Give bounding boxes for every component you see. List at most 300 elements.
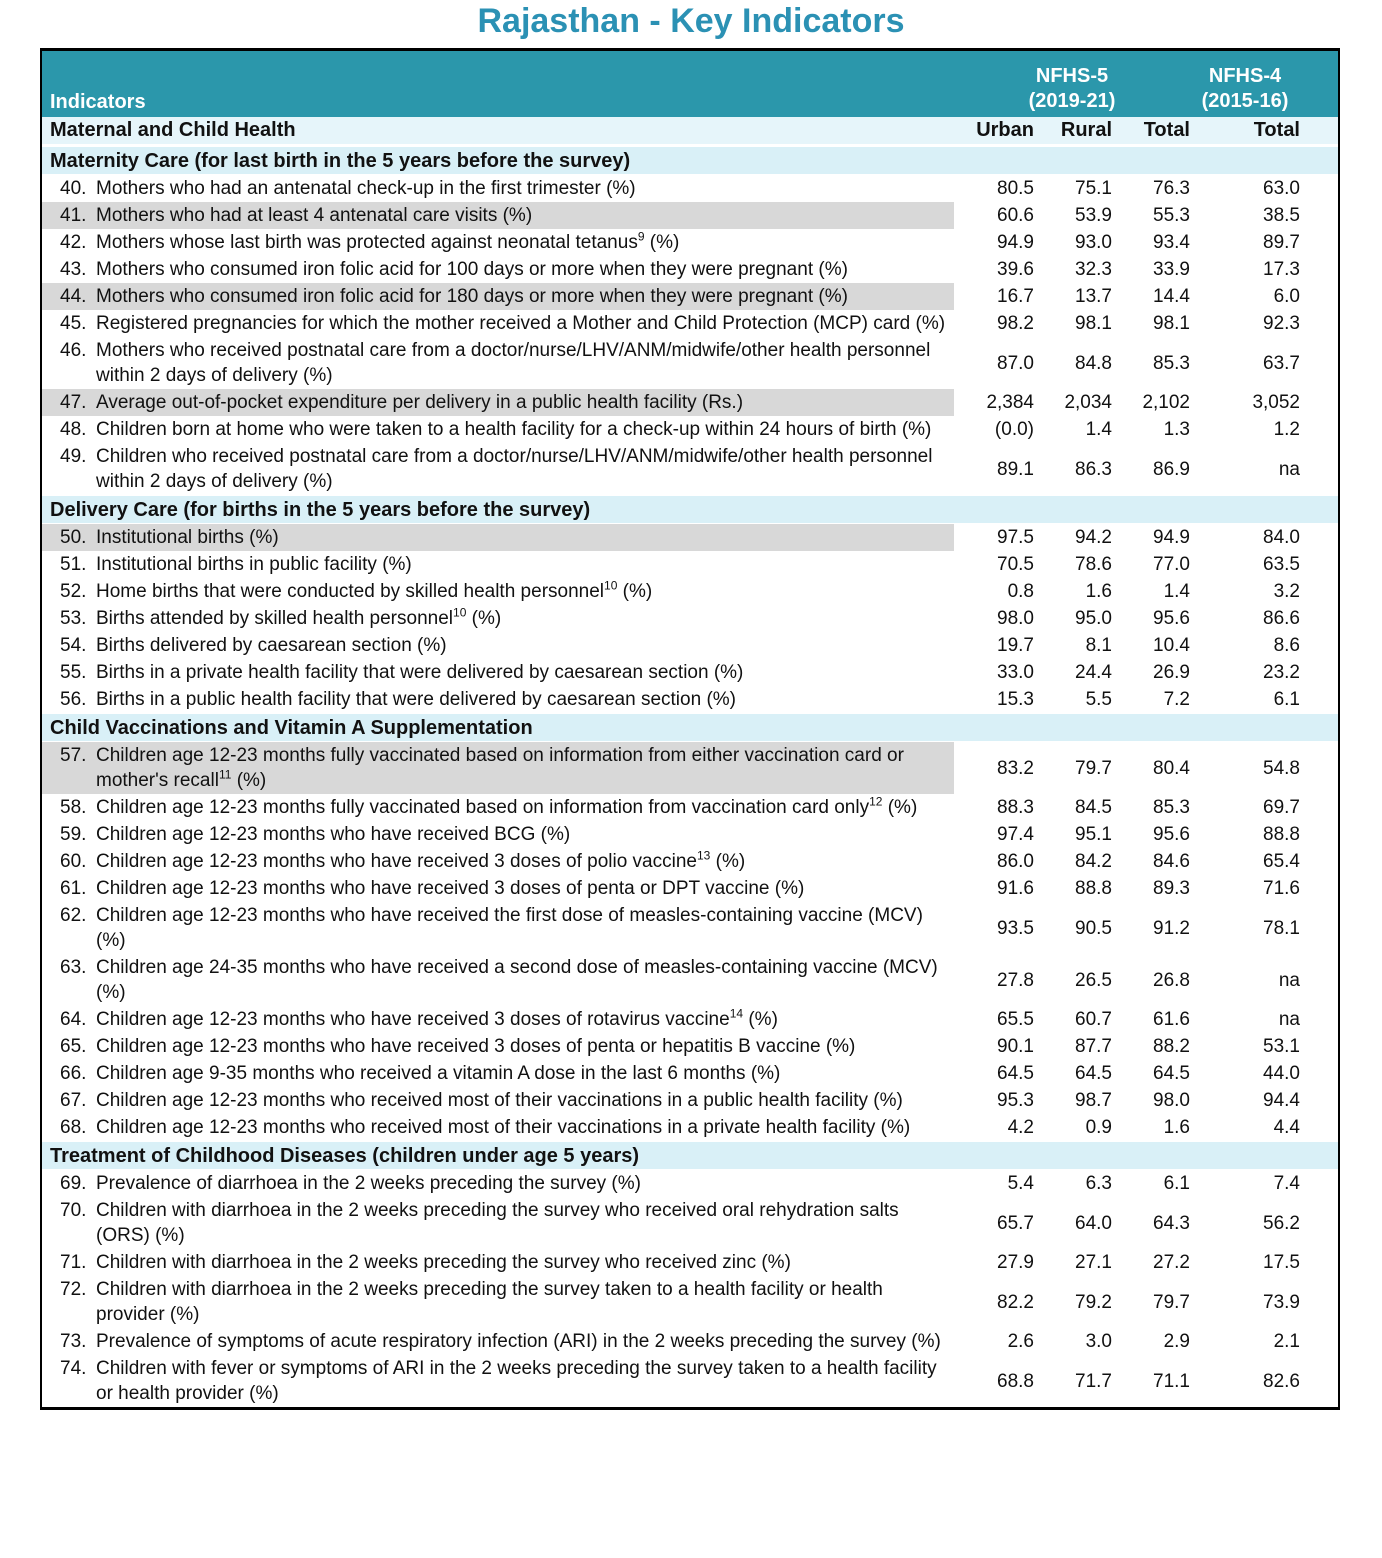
table-row [42,524,1338,551]
value-total-nfhs4: 53.1 [1263,1036,1300,1057]
indicator-cell [42,1114,954,1141]
value-urban: 2,384 [986,392,1034,413]
header-nfhs5 [954,64,1190,114]
table-row [42,416,1338,443]
indicator-number: 46. [60,340,87,361]
indicator-label-text: Mothers who consumed iron folic acid for 180 days or more when they were pregnant (%) [96,286,848,307]
indicator-label-text: Children with diarrhoea in the 2 weeks preceding the survey who received oral rehydration salts (ORS) (%) [96,1200,899,1246]
indicator-cell [42,1276,954,1328]
column-header-urban: Urban [976,119,1034,141]
indicator-number: 53. [60,608,87,629]
value-urban: 86.0 [997,851,1034,872]
indicator-label [96,660,948,685]
value-total-nfhs4: 38.5 [1263,205,1300,226]
value-rural: 86.3 [1075,458,1112,480]
value-total-nfhs5: 80.4 [1153,757,1190,779]
footnote-marker: 12 [869,794,883,809]
indicator-label-text: Home births that were conducted by skilled health personnel [96,581,605,602]
value-urban: 82.2 [997,1291,1034,1313]
value-rural: 64.0 [1075,1212,1112,1234]
indicator-number: 47. [60,392,87,413]
indicator-label-text: Children age 12-23 months who have received 3 doses of rotavirus vaccine [96,1009,730,1030]
value-total-nfhs5: 55.3 [1153,205,1190,226]
indicator-number: 63. [60,957,87,978]
indicator-label-text: Children age 12-23 months who have received 3 doses of penta or hepatitis B vaccine (%) [96,1036,856,1057]
value-total-nfhs4: 8.6 [1273,635,1300,656]
indicator-label [96,1034,948,1059]
value-total-nfhs4: 54.8 [1263,757,1300,779]
indicator-number: 49. [60,446,87,467]
value-total-nfhs4: 3.2 [1273,581,1300,602]
indicator-label-text: Mothers who had an antenatal check-up in the first trimester (%) [96,178,636,199]
indicator-number: 51. [60,554,87,575]
value-total-nfhs4: 78.1 [1263,917,1300,939]
section-header: Child Vaccinations and Vitamin A Supplementation [42,713,1338,742]
table-row [42,902,1338,954]
indicator-number: 72. [60,1279,87,1300]
indicator-cell [42,1197,954,1249]
header-nfhs4 [1190,64,1300,114]
value-total-nfhs5: 64.5 [1153,1063,1190,1084]
indicator-label-text: Prevalence of diarrhoea in the 2 weeks preceding the survey (%) [96,1173,641,1194]
table-row [42,256,1338,283]
indicator-label-suffix: (%) [710,851,746,872]
value-rural: 6.3 [1085,1173,1112,1194]
value-total-nfhs5: 86.9 [1153,458,1190,480]
indicator-cell [42,283,954,310]
table-row [42,1033,1338,1060]
indicator-label-text: Mothers who consumed iron folic acid for 100 days or more when they were pregnant (%) [96,259,848,280]
indicator-cell [42,1249,954,1276]
value-total-nfhs4: 88.8 [1263,824,1300,845]
indicator-cell [42,416,954,443]
value-urban: 5.4 [1007,1173,1034,1194]
indicator-label-text: Mothers who had at least 4 antenatal care visits (%) [96,205,533,226]
indicator-cell [42,632,954,659]
value-urban: 27.9 [997,1252,1034,1273]
indicator-label-text: Mothers who received postnatal care from a doctor/nurse/LHV/ANM/midwife/other health personnel within 2 days of delivery (%) [96,340,931,386]
value-total-nfhs5: 2,102 [1142,392,1190,413]
value-urban: 87.0 [997,352,1034,374]
value-total-nfhs5: 33.9 [1153,259,1190,280]
value-total-nfhs4: 1.2 [1273,419,1300,440]
indicator-number: 67. [60,1090,87,1111]
indicator-number: 57. [60,745,87,766]
value-urban: 19.7 [997,635,1034,656]
value-rural: 84.2 [1075,851,1112,872]
value-total-nfhs5: 1.4 [1163,581,1190,602]
indicator-cell [42,1355,954,1407]
indicator-label [96,822,948,847]
indicator-label [96,1277,948,1327]
value-total-nfhs5: 64.3 [1153,1212,1190,1234]
value-total-nfhs4: 71.6 [1263,878,1300,899]
indicator-label [96,390,948,415]
indicator-cell [42,875,954,902]
table-row [42,605,1338,632]
indicator-label [96,876,948,901]
indicator-label-text: Births in a public health facility that were delivered by caesarean section (%) [96,689,736,710]
indicator-label [96,1250,948,1275]
table-row [42,794,1338,821]
table-row [42,1328,1338,1355]
indicator-label [96,176,948,201]
table-row [42,742,1338,794]
value-total-nfhs4: 82.6 [1263,1370,1300,1392]
value-total-nfhs5: 93.4 [1153,232,1190,253]
value-total-nfhs4: 92.3 [1263,313,1300,334]
value-total-nfhs5: 84.6 [1153,851,1190,872]
value-urban: 70.5 [997,554,1034,575]
table-row [42,659,1338,686]
table-row [42,1355,1338,1407]
value-rural: 84.8 [1075,352,1112,374]
indicator-label-text: Children born at home who were taken to a health facility for a check-up within 24 hours of birth (%) [96,419,932,440]
value-urban: 83.2 [997,757,1034,779]
indicator-cell [42,310,954,337]
value-total-nfhs5: 1.6 [1163,1117,1190,1138]
value-urban: 89.1 [997,458,1034,480]
value-total-nfhs5: 79.7 [1153,1291,1190,1313]
indicator-cell [42,551,954,578]
value-total-nfhs5: 61.6 [1153,1009,1190,1030]
value-urban: 98.2 [997,313,1034,334]
table-row [42,283,1338,310]
header-nfhs5-years: (2019-21) [1028,90,1116,112]
value-total-nfhs4: 89.7 [1263,232,1300,253]
value-urban: 4.2 [1007,1117,1034,1138]
value-total-nfhs5: 85.3 [1153,797,1190,818]
indicator-label [96,1007,948,1032]
value-urban: (0.0) [994,419,1034,440]
value-urban: 88.3 [997,797,1034,818]
indicator-label [96,203,948,228]
table-row [42,1006,1338,1033]
indicator-label [96,444,948,494]
table-row [42,848,1338,875]
header-nfhs5-name: NFHS-5 [1035,65,1109,87]
section-header: Delivery Care (for births in the 5 years before the survey) [42,495,1338,524]
value-urban: 68.8 [997,1370,1034,1392]
indicator-cell [42,202,954,229]
value-urban: 65.5 [997,1009,1034,1030]
indicator-cell [42,337,954,389]
footnote-marker: 14 [729,1006,744,1021]
table-row [42,443,1338,495]
indicator-number: 71. [60,1252,87,1273]
value-total-nfhs5: 2.9 [1163,1331,1190,1352]
indicator-label [96,552,948,577]
value-rural: 1.6 [1085,581,1112,602]
indicator-cell [42,902,954,954]
indicator-number: 58. [60,797,87,818]
indicator-number: 68. [60,1117,87,1138]
table-row [42,202,1338,229]
indicator-cell [42,175,954,202]
footnote-marker: 10 [453,605,467,620]
value-total-nfhs4: 23.2 [1263,662,1300,683]
column-header-total-nfhs4: Total [1253,119,1300,141]
indicator-label-text: Children age 12-23 months who have received the first dose of measles-containing vaccine (MCV) (%) [96,905,923,951]
value-rural: 94.2 [1075,527,1112,548]
value-rural: 64.5 [1075,1063,1112,1084]
value-rural: 78.6 [1075,554,1112,575]
indicator-label [96,903,948,953]
footnote-marker: 10 [604,578,618,593]
indicator-number: 45. [60,313,87,334]
value-total-nfhs5: 6.1 [1163,1173,1190,1194]
table-row [42,1170,1338,1197]
column-header-rural: Rural [1060,119,1112,141]
indicator-label [96,1171,948,1196]
table-row [42,954,1338,1006]
indicator-label [96,1329,948,1354]
table-row [42,1060,1338,1087]
value-urban: 97.4 [997,824,1034,845]
indicator-cell [42,1060,954,1087]
indicator-label-text: Children with diarrhoea in the 2 weeks preceding the survey who received zinc (%) [96,1252,791,1273]
indicator-cell [42,1170,954,1197]
value-total-nfhs4: 63.5 [1263,554,1300,575]
value-total-nfhs4: 84.0 [1263,527,1300,548]
indicator-label [96,417,948,442]
indicator-label-text: Children age 12-23 months who received most of their vaccinations in a public health facility (%) [96,1090,903,1111]
value-total-nfhs5: 26.9 [1153,662,1190,683]
indicator-number: 61. [60,878,87,899]
value-total-nfhs5: 71.1 [1153,1370,1190,1392]
value-rural: 32.3 [1075,259,1112,280]
indicator-label [96,284,948,309]
value-urban: 65.7 [997,1212,1034,1234]
value-total-nfhs5: 91.2 [1153,917,1190,939]
value-total-nfhs4: 65.4 [1263,851,1300,872]
indicator-number: 70. [60,1200,87,1221]
indicator-label-text: Institutional births (%) [96,527,279,548]
value-rural: 26.5 [1075,969,1112,991]
value-rural: 5.5 [1085,689,1112,710]
table-row [42,1087,1338,1114]
table-row [42,1197,1338,1249]
value-rural: 13.7 [1075,286,1112,307]
value-total-nfhs4: 7.4 [1273,1173,1300,1194]
value-rural: 84.5 [1075,797,1112,818]
table-row [42,389,1338,416]
value-total-nfhs4: 3,052 [1252,392,1300,413]
indicator-number: 56. [60,689,87,710]
indicator-cell [42,578,954,605]
value-rural: 95.1 [1075,824,1112,845]
indicator-number: 66. [60,1063,87,1084]
value-total-nfhs5: 98.0 [1153,1090,1190,1111]
header-nfhs4-name: NFHS-4 [1208,65,1282,87]
value-urban: 93.5 [997,917,1034,939]
indicator-label [96,1061,948,1086]
indicator-label-suffix: (%) [231,770,267,791]
indicator-label-text: Children age 9-35 months who received a vitamin A dose in the last 6 months (%) [96,1063,781,1084]
value-urban: 15.3 [997,689,1034,710]
indicator-label [96,795,948,820]
footnote-marker: 11 [218,767,232,782]
indicator-cell [42,821,954,848]
table-row [42,1114,1338,1141]
indicator-number: 52. [60,581,87,602]
indicator-number: 54. [60,635,87,656]
value-total-nfhs5: 89.3 [1153,878,1190,899]
value-urban: 97.5 [997,527,1034,548]
value-urban: 39.6 [997,259,1034,280]
value-urban: 80.5 [997,178,1034,199]
value-total-nfhs4: 6.1 [1273,689,1300,710]
table-row [42,821,1338,848]
page-title: Rajasthan - Key Indicators [477,2,905,40]
value-rural: 87.7 [1075,1036,1112,1057]
indicator-label-text: Children age 12-23 months who have received BCG (%) [96,824,571,845]
value-urban: 27.8 [997,969,1034,991]
value-total-nfhs5: 95.6 [1153,608,1190,629]
value-urban: 98.0 [997,608,1034,629]
value-total-nfhs4: na [1278,458,1300,480]
value-total-nfhs4: 63.7 [1263,352,1300,374]
indicator-label [96,311,948,336]
indicator-number: 40. [60,178,87,199]
value-urban: 91.6 [997,878,1034,899]
indicator-label-text: Children age 12-23 months fully vaccinated based on information from either vaccination card or mother's recall [96,745,904,791]
table-row [42,1276,1338,1328]
value-total-nfhs4: 6.0 [1273,286,1300,307]
table-row [42,875,1338,902]
indicator-cell [42,954,954,1006]
value-rural: 8.1 [1085,635,1112,656]
value-total-nfhs4: na [1278,1009,1300,1030]
section-header: Maternity Care (for last birth in the 5 years before the survey) [42,146,1338,175]
indicator-number: 65. [60,1036,87,1057]
indicator-label [96,338,948,388]
value-total-nfhs5: 94.9 [1153,527,1190,548]
value-rural: 75.1 [1075,178,1112,199]
indicator-cell [42,389,954,416]
table-row [42,1249,1338,1276]
indicator-label [96,1198,948,1248]
indicator-label [96,743,948,793]
indicator-label [96,606,948,631]
value-total-nfhs4: 17.3 [1263,259,1300,280]
indicator-label-text: Births delivered by caesarean section (%) [96,635,447,656]
indicator-label-text: Births attended by skilled health personnel [96,608,454,629]
value-total-nfhs4: 4.4 [1273,1117,1300,1138]
indicator-cell [42,1006,954,1033]
value-rural: 98.7 [1075,1090,1112,1111]
value-rural: 90.5 [1075,917,1112,939]
value-urban: 64.5 [997,1063,1034,1084]
indicator-number: 59. [60,824,87,845]
indicator-label-text: Children who received postnatal care from a doctor/nurse/LHV/ANM/midwife/other health personnel within 2 days of delivery (%) [96,446,933,492]
value-total-nfhs4: 63.0 [1263,178,1300,199]
indicator-label-text: Mothers whose last birth was protected against neonatal tetanus [96,232,638,253]
indicator-label-suffix: (%) [466,608,502,629]
indicator-cell [42,659,954,686]
indicator-label [96,955,948,1005]
subheader-title: Maternal and Child Health [50,119,296,141]
table-row [42,551,1338,578]
value-total-nfhs5: 98.1 [1153,313,1190,334]
indicator-cell [42,794,954,821]
value-total-nfhs5: 77.0 [1153,554,1190,575]
footnote-marker: 9 [637,229,645,244]
indicator-label-text: Children age 24-35 months who have received a second dose of measles-containing vaccine (MCV) (%) [96,957,938,1003]
value-total-nfhs4: 44.0 [1263,1063,1300,1084]
indicator-label-text: Children with diarrhoea in the 2 weeks preceding the survey taken to a health facility or health provider (%) [96,1279,883,1325]
value-total-nfhs4: 73.9 [1263,1291,1300,1313]
indicator-label [96,525,948,550]
value-total-nfhs5: 10.4 [1153,635,1190,656]
value-rural: 79.2 [1075,1291,1112,1313]
indicator-label-text: Children age 12-23 months who have received 3 doses of polio vaccine [96,851,697,872]
value-rural: 1.4 [1085,419,1112,440]
indicator-label-text: Children age 12-23 months who received most of their vaccinations in a private health facility (%) [96,1117,911,1138]
indicator-label [96,230,948,255]
value-rural: 53.9 [1075,205,1112,226]
value-rural: 0.9 [1085,1117,1112,1138]
indicator-label-text: Births in a private health facility that were delivered by caesarean section (%) [96,662,744,683]
indicator-label-text: Institutional births in public facility (%) [96,554,412,575]
indicator-label [96,687,948,712]
value-urban: 2.6 [1007,1331,1034,1352]
value-total-nfhs5: 26.8 [1153,969,1190,991]
indicator-label-text: Children age 12-23 months who have received 3 doses of penta or DPT vaccine (%) [96,878,805,899]
value-total-nfhs4: 17.5 [1263,1252,1300,1273]
indicator-cell [42,256,954,283]
column-header-total-nfhs5: Total [1143,119,1190,141]
value-total-nfhs4: 69.7 [1263,797,1300,818]
value-total-nfhs5: 27.2 [1153,1252,1190,1273]
indicator-number: 62. [60,905,87,926]
table-row [42,632,1338,659]
indicator-number: 74. [60,1358,87,1379]
indicator-label-suffix: (%) [644,232,680,253]
indicator-label [96,257,948,282]
indicator-cell [42,229,954,256]
sections [42,146,1338,1407]
indicator-label-suffix: (%) [743,1009,778,1030]
indicator-cell [42,848,954,875]
value-total-nfhs5: 95.6 [1153,824,1190,845]
section-header: Treatment of Childhood Diseases (children under age 5 years) [42,1141,1338,1170]
indicator-number: 73. [60,1331,87,1352]
header-indicators-label: Indicators [50,91,146,113]
value-urban: 90.1 [997,1036,1034,1057]
value-rural: 93.0 [1075,232,1112,253]
indicator-label-text: Prevalence of symptoms of acute respiratory infection (ARI) in the 2 weeks preceding the survey (%) [96,1331,941,1352]
value-urban: 95.3 [997,1090,1034,1111]
value-rural: 3.0 [1085,1331,1112,1352]
indicator-cell [42,742,954,794]
indicator-label [96,1356,948,1406]
indicator-label-text: Children age 12-23 months fully vaccinated based on information from vaccination card only [96,797,870,818]
indicator-label-text: Average out-of-pocket expenditure per delivery in a public health facility (Rs.) [96,392,744,413]
indicator-number: 48. [60,419,87,440]
value-urban: 60.6 [997,205,1034,226]
indicator-number: 50. [60,527,87,548]
value-total-nfhs4: 56.2 [1263,1212,1300,1234]
value-rural: 95.0 [1075,608,1112,629]
indicator-number: 60. [60,851,87,872]
indicator-label-text: Children with fever or symptoms of ARI in the 2 weeks preceding the survey taken to a health facility or health provider (%) [96,1358,937,1404]
value-rural: 88.8 [1075,878,1112,899]
indicator-label-suffix: (%) [882,797,918,818]
value-rural: 24.4 [1075,662,1112,683]
indicator-cell [42,1328,954,1355]
indicator-cell [42,443,954,495]
